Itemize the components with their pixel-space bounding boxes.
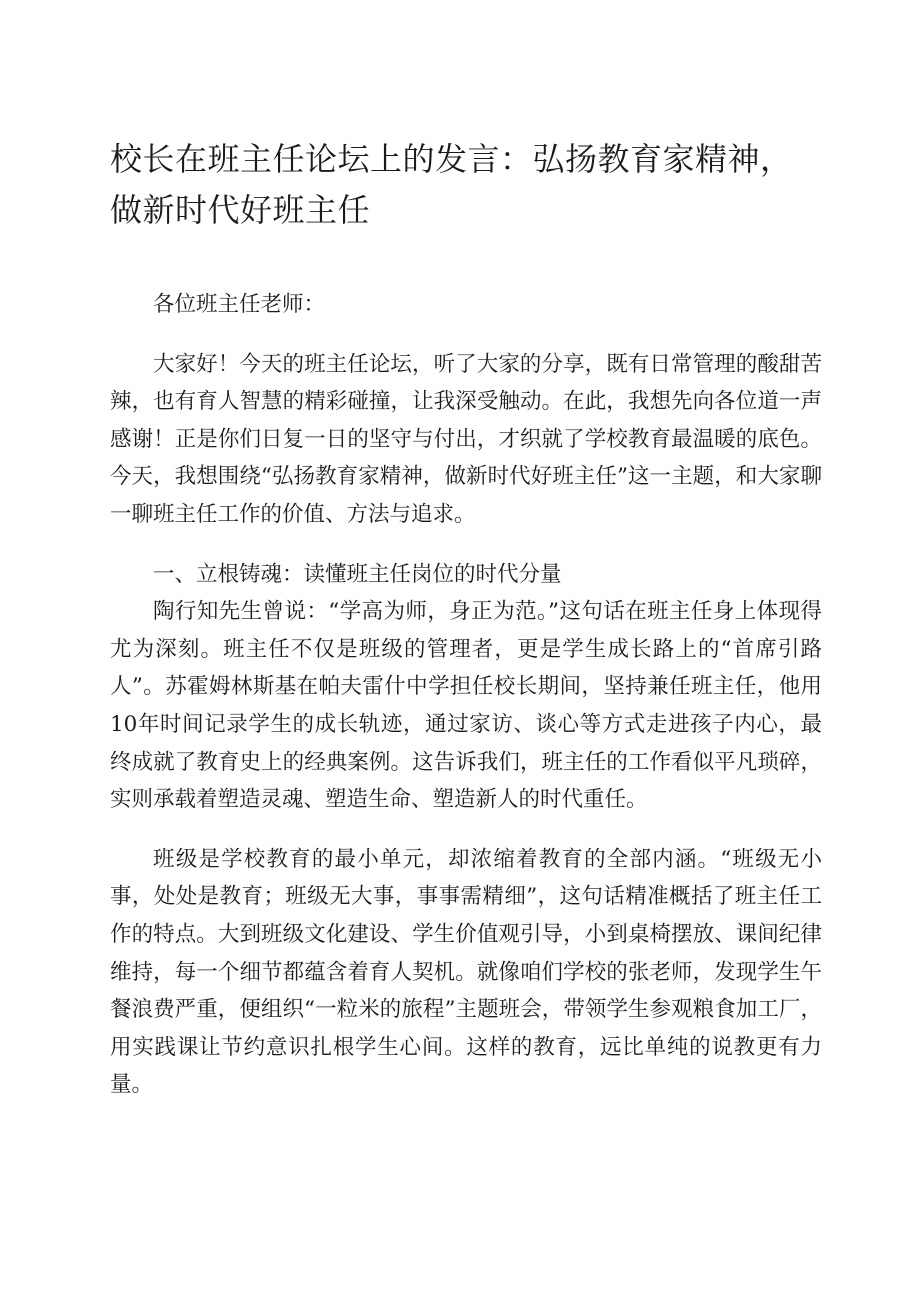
opening-paragraph: 大家好！今天的班主任论坛，听了大家的分享，既有日常管理的酸甜苦辣，也有育人智慧的精彩碰撞，让我深受触动。在此，我想先向各位道一声感谢！正是你们日复一日的坚守与付出，才织就了学校教育最温暖的底色。今天，我想围绕“弘扬教育家精神，做新时代好班主任”这一主题，和大家聊一聊班主任工作的价值、方法与追求。 <box>110 351 822 527</box>
section-heading-1: 一、立根铸魂：读懂班主任岗位的时代分量 <box>153 561 562 587</box>
salutation: 各位班主任老师： <box>153 292 326 317</box>
section1-paragraph-1: 陶行知先生曾说：“学高为师，身正为范。”这句话在班主任身上体现得尤为深刻。班主任不仅是班级的管理者，更是学生成长路上的“首席引路人”。苏霍姆林斯基在帕夫雷什中学担任校长期间，坚持兼任班主任，他用10年时间记录学生的成长轨迹，通过家访、谈心等方式走进孩子内心，最终成就了教育史上的经典案例。这告诉我们，班主任的工作看似平凡琐碎，实则承载着塑造灵魂、塑造生命、塑造新人的时代重任。 <box>110 599 822 813</box>
document-title: 校长在班主任论坛上的发言：弘扬教育家精神，做新时代好班主任 <box>110 140 793 229</box>
document-body <box>110 286 822 1104</box>
section1-paragraph-2: 班级是学校教育的最小单元，却浓缩着教育的全部内涵。“班级无小事，处处是教育；班级无大事，事事需精细”，这句话精准概括了班主任工作的特点。大到班级文化建设、学生价值观引导，小到桌椅摆放、课间纪律维持，每一个细节都蕴含着育人契机。就像咱们学校的张老师，发现学生午餐浪费严重，便组织“一粒米的旅程”主题班会，带领学生参观粮食加工厂，用实践课让节约意识扎根学生心间。这样的教育，远比单纯的说教更有力量。 <box>110 846 822 1098</box>
